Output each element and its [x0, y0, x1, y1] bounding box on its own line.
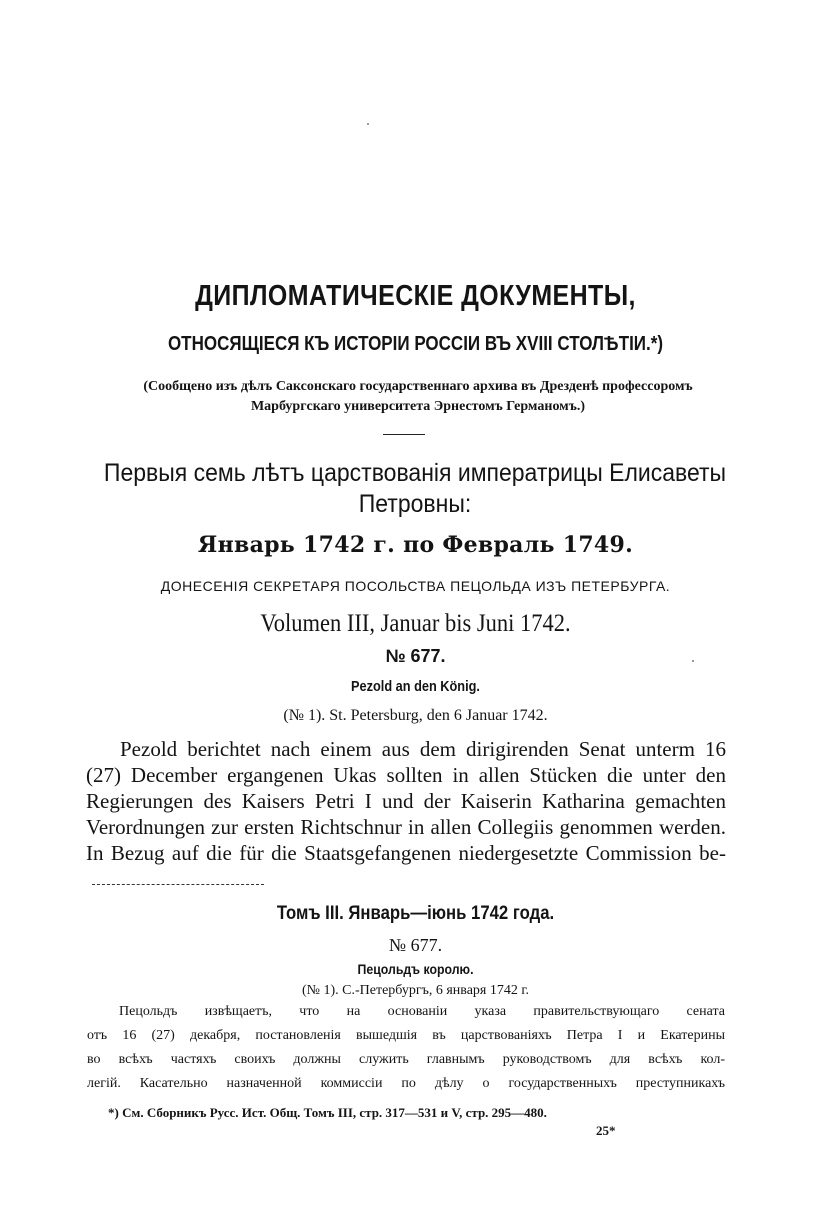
text-line: легій. Касательно назначенной коммиссіи по дѣлу о государственныхъ преступникахъ — [87, 1076, 725, 1091]
text-line: Pezold berichtet nach einem aus dem dirigirenden Senat unterm 16 — [120, 737, 726, 761]
volume-title-german: Volumen III, Januar bis Juni 1742. — [260, 610, 571, 637]
page-title: ДИПЛОМАТИЧЕСКІЕ ДОКУМЕНТЫ, — [195, 280, 636, 312]
source-note-line: (Сообщено изъ дѣлъ Саксонскаго государственнаго архива въ Дрезденѣ профессоромъ — [143, 379, 693, 394]
text-line: отъ 16 (27) декабря, постановленія вышедшія въ царствованіяхъ Петра I и Екатерины — [87, 1028, 725, 1043]
text-line: во всѣхъ частяхъ своихъ должны служить главнымъ руководствомъ для всѣхъ кол- — [87, 1052, 725, 1067]
date-range-heading: Январь 1742 г. по Февраль 1749. — [197, 532, 634, 558]
text-line: Regierungen des Kaisers Petri I und der Kaiserin Katharina gemachten — [86, 789, 726, 813]
footnote-divider — [92, 884, 264, 885]
text-line: (27) December ergangenen Ukas sollten in allen Stücken die unter den — [86, 763, 726, 787]
body-text-german — [86, 736, 726, 866]
paper-speck — [692, 660, 694, 662]
source-note-line: Марбургскаго университета Эрнестомъ Германомъ.) — [250, 399, 586, 414]
paper-speck — [367, 123, 369, 125]
text-line: Verordnungen zur ersten Richtschnur in allen Collegiis genommen werden. — [86, 815, 726, 839]
volume-title-russian: Томъ III. Январь—іюнь 1742 года. — [276, 903, 555, 924]
text-line: Пецольдъ извѣщаетъ, что на основаніи указа правительствующаго сената — [119, 1004, 725, 1019]
document-number-german: № 677. — [385, 646, 446, 666]
source-note — [88, 377, 748, 417]
footnote: *) См. Сборникъ Русс. Ист. Общ. Томъ III, стр. 317—531 и V, стр. 295—480. — [108, 1105, 547, 1120]
page-subtitle: ОТНОСЯЩІЕСЯ КЪ ИСТОРІИ РОССІИ ВЪ XVIII СТОЛѢТІИ.*) — [167, 333, 664, 355]
reports-caption: ДОНЕСЕНІЯ СЕКРЕТАРЯ ПОСОЛЬСТВА ПЕЦОЛЬДА ИЗЪ ПЕТЕРБУРГА. — [160, 578, 671, 594]
section-heading: Первыя семь лѣтъ царствованія императрицы Елисаветы Петровны: — [103, 459, 727, 518]
divider — [383, 434, 425, 435]
addressee-russian: Пецольдъ королю. — [357, 961, 474, 977]
document-number-russian: № 677. — [388, 935, 443, 955]
text-line: In Bezug auf die für die Staatsgefangenen niedergesetzte Commission be- — [86, 841, 726, 865]
page-number: 25* — [596, 1123, 616, 1138]
place-date-russian: (№ 1). С.-Петербургъ, 6 января 1742 г. — [301, 983, 530, 998]
body-text-russian — [87, 1000, 725, 1096]
place-date-german: (№ 1). St. Petersburg, den 6 Januar 1742. — [283, 707, 548, 724]
addressee-german: Pezold an den König. — [351, 678, 480, 695]
